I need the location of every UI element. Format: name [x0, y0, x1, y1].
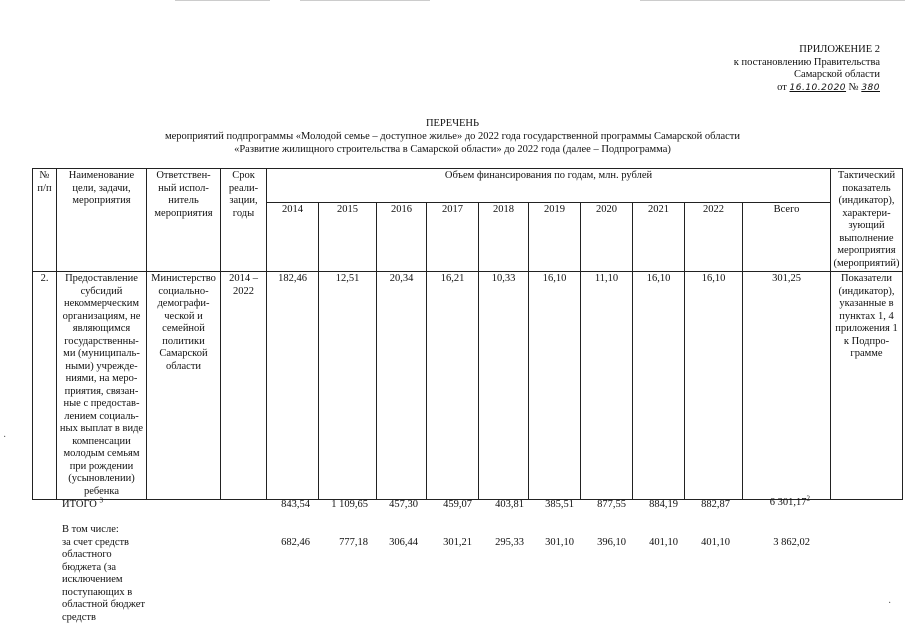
including-value: 401,10	[701, 537, 730, 548]
row-value: 16,10	[529, 272, 581, 500]
row-value: 10,33	[479, 272, 529, 500]
header-name: Наименование цели, задачи, мероприятия	[57, 169, 147, 272]
row-value: 16,10	[633, 272, 685, 500]
row-value: 182,46	[267, 272, 319, 500]
title-line: «Развитие жилищного строительства в Самарской области» до 2022 года (далее – Подпрограмма)	[234, 144, 671, 155]
handwritten-number: 380	[861, 82, 880, 93]
row-value: 16,10	[685, 272, 743, 500]
measures-table	[32, 168, 903, 500]
itogo-value: 1 109,65	[331, 499, 368, 510]
header-num: № п/п	[33, 169, 57, 272]
header-year: 2016	[377, 203, 427, 272]
itogo-value: 457,30	[389, 499, 418, 510]
including-value: 401,10	[649, 537, 678, 548]
row-total: 301,25	[743, 272, 831, 500]
row-name: Предоставление субсидий некоммерческим организациям, не являющимся государственны-ми (муниципаль-ными) учрежде-ниями, на меро-приятия, связан-ные с предостав-лением социаль-ных выплат в виде компенсации молодым семьям при рождении (усыновлении) ребенка	[57, 272, 147, 500]
including-label: В том числе: за счет средств областного бюджета (за исключением поступающих в областной бюджет средств	[62, 524, 145, 623]
header-row	[33, 169, 903, 203]
row-value: 11,10	[581, 272, 633, 500]
row-value: 20,34	[377, 272, 427, 500]
including-value: 396,10	[597, 537, 626, 548]
row-value: 12,51	[319, 272, 377, 500]
header-year: 2014	[267, 203, 319, 272]
itogo-label: ИТОГО $^3$	[62, 496, 103, 510]
handwritten-date: 16.10.2020	[789, 82, 847, 93]
itogo-value: 877,55	[597, 499, 626, 510]
title-heading: ПЕРЕЧЕНЬ	[425, 118, 480, 129]
itogo-value: 459,07	[443, 499, 472, 510]
including-value: 295,33	[495, 537, 524, 548]
row-num: 2.	[33, 272, 57, 500]
header-year: 2021	[633, 203, 685, 272]
title-line: мероприятий подпрограммы «Молодой семье – доступное жилье» до 2022 года государственной программы Самарской области	[164, 131, 741, 142]
itogo-value: 403,81	[495, 499, 524, 510]
header-year: 2022	[685, 203, 743, 272]
itogo-value: 882,87	[701, 499, 730, 510]
header-total: Всего	[743, 203, 831, 272]
header-year: 2020	[581, 203, 633, 272]
row-indicator: Показатели (индикатор), указанные в пунктах 1, 4 приложения 1 к Подпро-грамме	[831, 272, 903, 500]
appendix-date-line	[734, 82, 880, 95]
scan-edge-line	[175, 0, 270, 1]
row-value: 16,21	[427, 272, 479, 500]
document-title	[0, 117, 905, 156]
header-indicator: Тактический показатель (индикатор), характери-зующий выполнение мероприятия (мероприятий)	[831, 169, 903, 272]
itogo-total: 6 301,17$^2$	[769, 494, 810, 508]
header-year: 2018	[479, 203, 529, 272]
header-term: Срок реали-зации, годы	[221, 169, 267, 272]
header-executor: Ответствен-ный испол-нитель мероприятия	[147, 169, 221, 272]
appendix-block	[734, 44, 880, 94]
including-total: 3 862,02	[773, 537, 810, 548]
itogo-value: 884,19	[649, 499, 678, 510]
including-value: 682,46	[281, 537, 310, 548]
itogo-value: 843,54	[281, 499, 310, 510]
scan-speck: ·	[3, 432, 7, 443]
header-year: 2017	[427, 203, 479, 272]
measure-row	[33, 272, 903, 500]
itogo-value: 385,51	[545, 499, 574, 510]
from-label: от	[777, 81, 787, 93]
appendix-title: ПРИЛОЖЕНИЕ 2	[799, 44, 880, 55]
header-funding: Объем финансирования по годам, млн. рублей	[267, 169, 831, 203]
scan-edge-line	[300, 0, 430, 1]
row-term: 2014 – 2022	[221, 272, 267, 500]
header-year: 2019	[529, 203, 581, 272]
including-value: 301,10	[545, 537, 574, 548]
number-label: №	[848, 81, 859, 93]
appendix-line: Самарской области	[794, 69, 880, 80]
row-executor: Министерство социально-демографи-ческой и семейной политики Самарской области	[147, 272, 221, 500]
header-year: 2015	[319, 203, 377, 272]
appendix-line: к постановлению Правительства	[733, 56, 880, 68]
including-value: 306,44	[389, 537, 418, 548]
including-value: 777,18	[339, 537, 368, 548]
scan-speck: ·	[888, 598, 892, 609]
including-value: 301,21	[443, 537, 472, 548]
scan-edge-line	[640, 0, 905, 1]
